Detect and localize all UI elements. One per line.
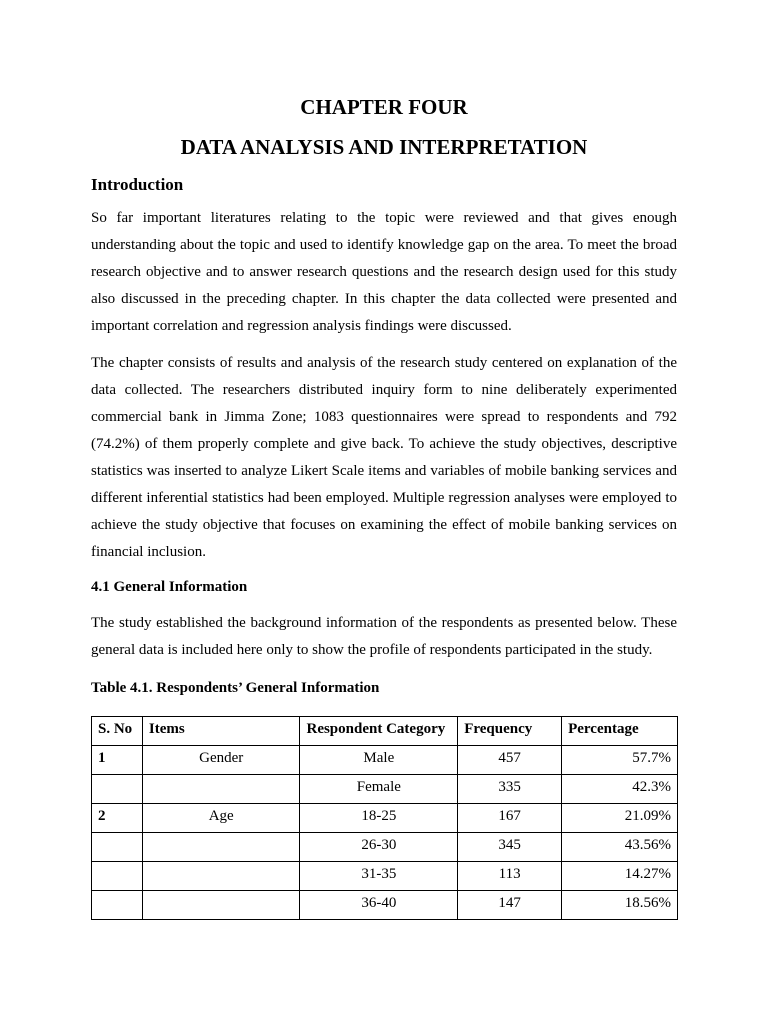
cell-sno [92,775,143,804]
header-items: Items [142,717,300,746]
cell-percentage: 18.56% [562,891,678,920]
header-frequency: Frequency [458,717,562,746]
cell-percentage: 14.27% [562,862,678,891]
cell-category: 36-40 [300,891,458,920]
chapter-title: CHAPTER FOUR [300,95,468,119]
header-sno: S. No [92,717,143,746]
cell-percentage: 43.56% [562,833,678,862]
cell-percentage: 42.3% [562,775,678,804]
cell-item: Gender [142,746,300,775]
cell-item [142,891,300,920]
cell-percentage: 21.09% [562,804,678,833]
introduction-heading: Introduction [91,175,184,194]
cell-category: Female [300,775,458,804]
cell-category: Male [300,746,458,775]
introduction-paragraph-1: So far important literatures relating to the topic were reviewed and that gives enough understanding about the topic and used to identify knowledge gap on the area. To meet the broad research objective and to answer research questions and the research design used for this study also discussed in the preceding chapter. In this chapter the data collected were presented and important correlation and regression analysis findings were discussed. [91,210,677,334]
cell-category: 18-25 [300,804,458,833]
cell-category: 31-35 [300,862,458,891]
table-row [92,833,678,862]
cell-frequency: 113 [458,862,562,891]
table-row [92,804,678,833]
cell-item [142,775,300,804]
table-header-row [92,717,678,746]
table-row [92,775,678,804]
table-row [92,746,678,775]
general-information-heading: 4.1 General Information [91,579,248,595]
cell-item [142,833,300,862]
cell-item [142,862,300,891]
header-percentage: Percentage [562,717,678,746]
general-information-paragraph: The study established the background information of the respondents as presented below. These general data is included here only to show the profile of respondents participated in the study. [91,615,677,658]
cell-percentage: 57.7% [562,746,678,775]
cell-frequency: 457 [458,746,562,775]
cell-frequency: 167 [458,804,562,833]
cell-frequency: 335 [458,775,562,804]
cell-category: 26-30 [300,833,458,862]
header-category: Respondent Category [300,717,458,746]
cell-sno: 1 [92,746,143,775]
cell-sno [92,891,143,920]
introduction-paragraph-2: The chapter consists of results and analysis of the research study centered on explanation of the data collected. The researchers distributed inquiry form to nine deliberately experimented commercial bank in Jimma Zone; 1083 questionnaires were spread to respondents and 792 (74.2%) of them properly complete and give back. To achieve the study objectives, descriptive statistics was inserted to analyze Likert Scale items and variables of mobile banking services and different inferential statistics had been employed. Multiple regression analyses were employed to achieve the study objective that focuses on examining the effect of mobile banking services on financial inclusion. [91,355,677,560]
cell-sno: 2 [92,804,143,833]
respondents-table [91,716,678,920]
table-row [92,862,678,891]
cell-sno [92,862,143,891]
chapter-subtitle: DATA ANALYSIS AND INTERPRETATION [180,135,588,159]
cell-item: Age [142,804,300,833]
table-row [92,891,678,920]
cell-frequency: 147 [458,891,562,920]
table-caption: Table 4.1. Respondents’ General Information [91,680,380,696]
cell-sno [92,833,143,862]
cell-frequency: 345 [458,833,562,862]
